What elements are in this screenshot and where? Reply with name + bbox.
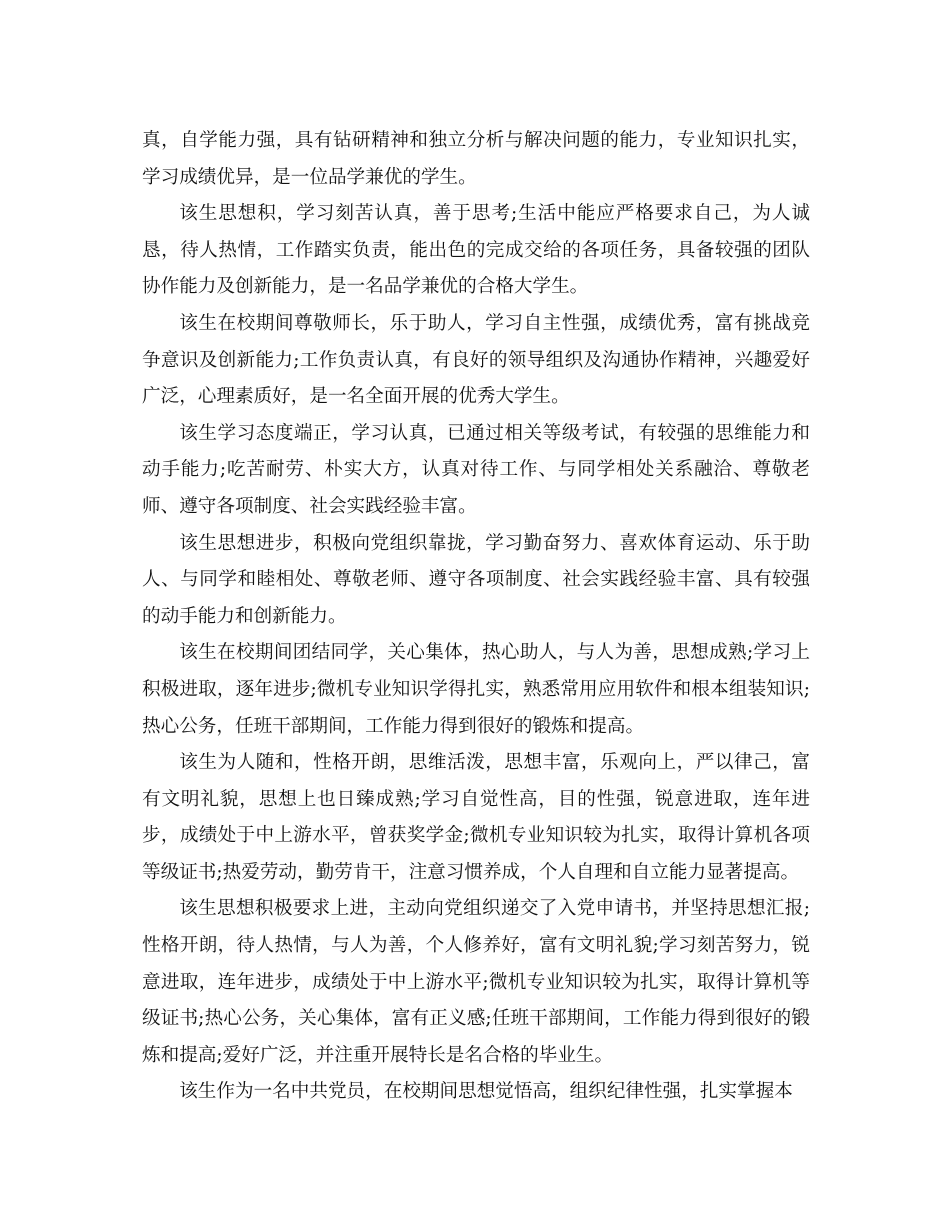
paragraph-continued: 真，自学能力强，具有钻研精神和独立分析与解决问题的能力，专业知识扎实，学习成绩优异，是一位品学兼优的学生。 bbox=[142, 130, 810, 188]
paragraph-evaluation-5: 该生思想进步，积极向党组织靠拢，学习勤奋努力、喜欢体育运动、乐于助人、与同学和睦相处、尊敬老师、遵守各项制度、社会实践经验丰富、具有较强的动手能力和创新能力。 bbox=[142, 532, 810, 627]
paragraph-evaluation-7: 该生为人随和，性格开朗，思维活泼，思想丰富，乐观向上，严以律己，富有文明礼貌，思想上也日臻成熟;学习自觉性高，目的性强，锐意进取，连年进步，成绩处于中上游水平，曾获奖学金;微机专业知识较为扎实，取得计算机各项等级证书;热爱劳动，勤劳肯干，注意习惯养成，个人自理和自立能力显著提高。 bbox=[142, 752, 810, 883]
paragraph-evaluation-6: 该生在校期间团结同学，关心集体，热心助人，与人为善，思想成熟;学习上积极进取，逐年进步;微机专业知识学得扎实，熟悉常用应用软件和根本组装知识;热心公务，任班干部期间，工作能力得到很好的锻炼和提高。 bbox=[142, 642, 810, 737]
paragraph-evaluation-9: 该生作为一名中共党员，在校期间思想觉悟高，组织纪律性强，扎实掌握本 bbox=[179, 1081, 793, 1103]
document-body bbox=[142, 123, 810, 1111]
paragraph-evaluation-4: 该生学习态度端正，学习认真，已通过相关等级考试，有较强的思维能力和动手能力;吃苦耐劳、朴实大方，认真对待工作、与同学相处关系融洽、尊敬老师、遵守各项制度、社会实践经验丰富。 bbox=[142, 422, 810, 517]
paragraph-evaluation-8: 该生思想积极要求上进，主动向党组织递交了入党申请书，并坚持思想汇报;性格开朗，待人热情，与人为善，个人修养好，富有文明礼貌;学习刻苦努力，锐意进取，连年进步，成绩处于中上游水平;微机专业知识较为扎实，取得计算机等级证书;热心公务，关心集体，富有正义感;任班干部期间，工作能力得到很好的锻炼和提高;爱好广泛，并注重开展特长是名合格的毕业生。 bbox=[142, 898, 810, 1066]
paragraph-evaluation-2: 该生思想积，学习刻苦认真，善于思考;生活中能应严格要求自己，为人诚恳，待人热情，工作踏实负责，能出色的完成交给的各项任务，具备较强的团队协作能力及创新能力，是一名品学兼优的合格大学生。 bbox=[142, 203, 810, 298]
paragraph-evaluation-3: 该生在校期间尊敬师长，乐于助人，学习自主性强，成绩优秀，富有挑战竞争意识及创新能力;工作负责认真，有良好的领导组织及沟通协作精神，兴趣爱好广泛，心理素质好，是一名全面开展的优秀大学生。 bbox=[142, 312, 810, 408]
